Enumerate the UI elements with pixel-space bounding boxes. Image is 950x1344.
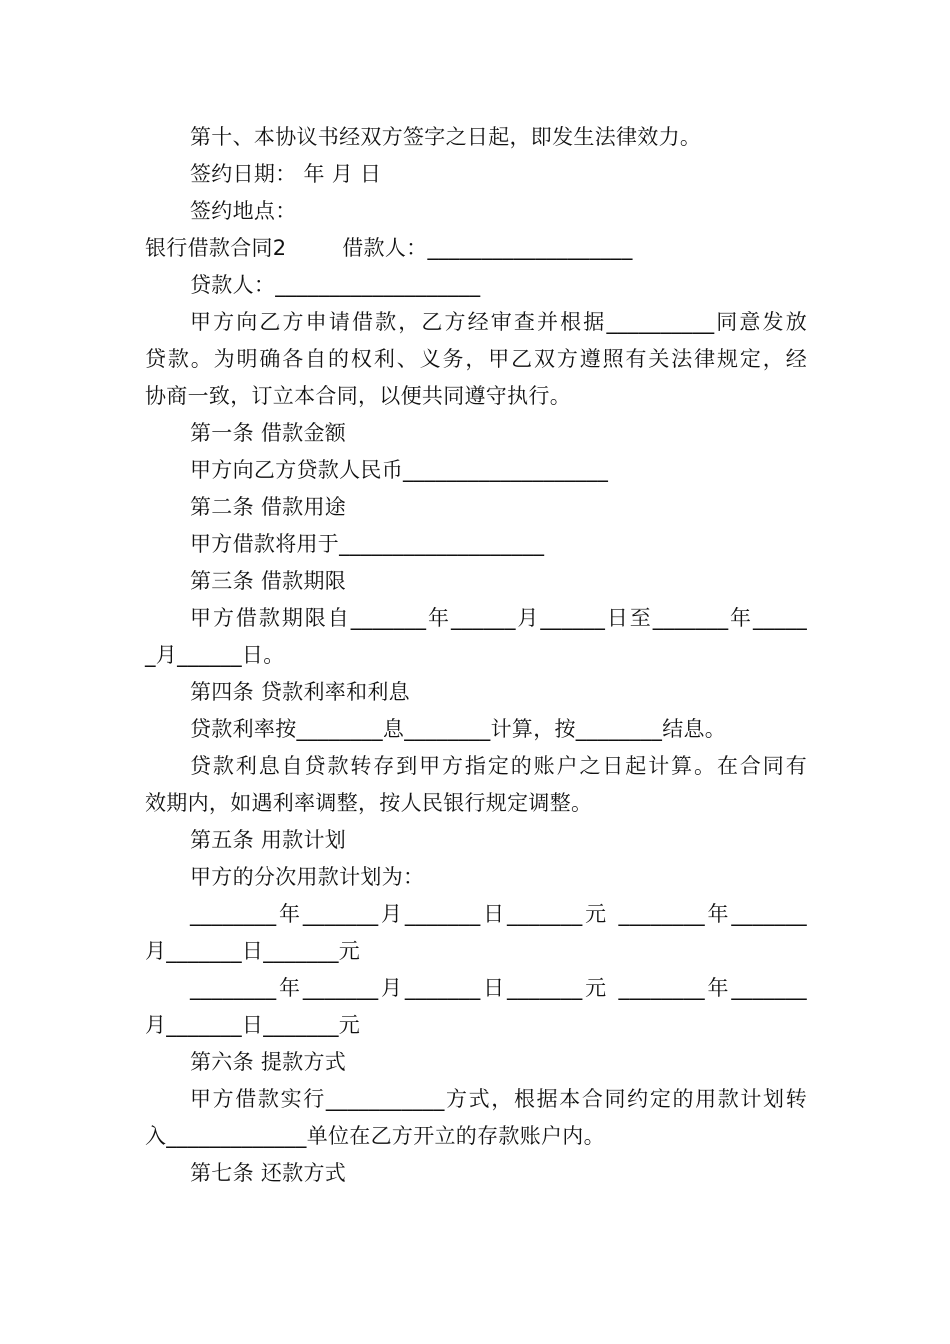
article-2-text: 甲方借款将用于___________________ (190, 532, 545, 556)
article-3-text-1: 甲方借款期限自_______年______月______日至_______年_____ (190, 606, 807, 630)
preamble-line-2: 贷款。为明确各自的权利、义务，甲乙双方遵照有关法律规定，经 (145, 347, 807, 371)
article-5-heading: 第五条 用款计划 (190, 828, 347, 852)
article-4-text-3: 效期内，如遇利率调整，按人民银行规定调整。 (145, 791, 593, 815)
article-1-heading: 第一条 借款金额 (190, 421, 347, 445)
article-2-heading: 第二条 借款用途 (190, 495, 347, 519)
article-3-heading: 第三条 借款期限 (190, 569, 347, 593)
clause-ten-effect: 第十、本协议书经双方签字之日起，即发生法律效力。 (190, 125, 702, 149)
signing-date: 签约日期： 年 月 日 (190, 162, 382, 186)
article-4-text-2: 贷款利息自贷款转存到甲方指定的账户之日起计算。在合同有 (190, 754, 807, 778)
plan-row-2a: ________年_______月_______日_______元 ________年_______ (190, 976, 807, 1000)
article-7-heading: 第七条 还款方式 (190, 1161, 347, 1185)
article-5-text: 甲方的分次用款计划为： (190, 865, 425, 889)
article-6-text-2: 入_____________单位在乙方开立的存款账户内。 (145, 1124, 605, 1148)
lender-line: 贷款人：___________________ (190, 273, 481, 297)
contract-title-borrower: 银行借款合同2 借款人：___________________ (145, 236, 633, 260)
article-3-text-2: _月______日。 (145, 643, 285, 667)
preamble-line-3: 协商一致，订立本合同，以便共同遵守执行。 (145, 384, 571, 408)
article-1-text: 甲方向乙方贷款人民币___________________ (190, 458, 609, 482)
article-6-text-1: 甲方借款实行___________方式，根据本合同约定的用款计划转 (190, 1087, 807, 1111)
signing-place: 签约地点： (190, 199, 297, 223)
article-4-text-1: 贷款利率按________息________计算，按________结息。 (190, 717, 727, 741)
plan-row-1b: 月_______日_______元 (145, 939, 361, 963)
preamble-line-1: 甲方向乙方申请借款，乙方经审查并根据__________同意发放 (190, 310, 807, 334)
plan-row-2b: 月_______日_______元 (145, 1013, 361, 1037)
article-4-heading: 第四条 贷款利率和利息 (190, 680, 410, 704)
article-6-heading: 第六条 提款方式 (190, 1050, 347, 1074)
plan-row-1a: ________年_______月_______日_______元 ________年_______ (190, 902, 807, 926)
